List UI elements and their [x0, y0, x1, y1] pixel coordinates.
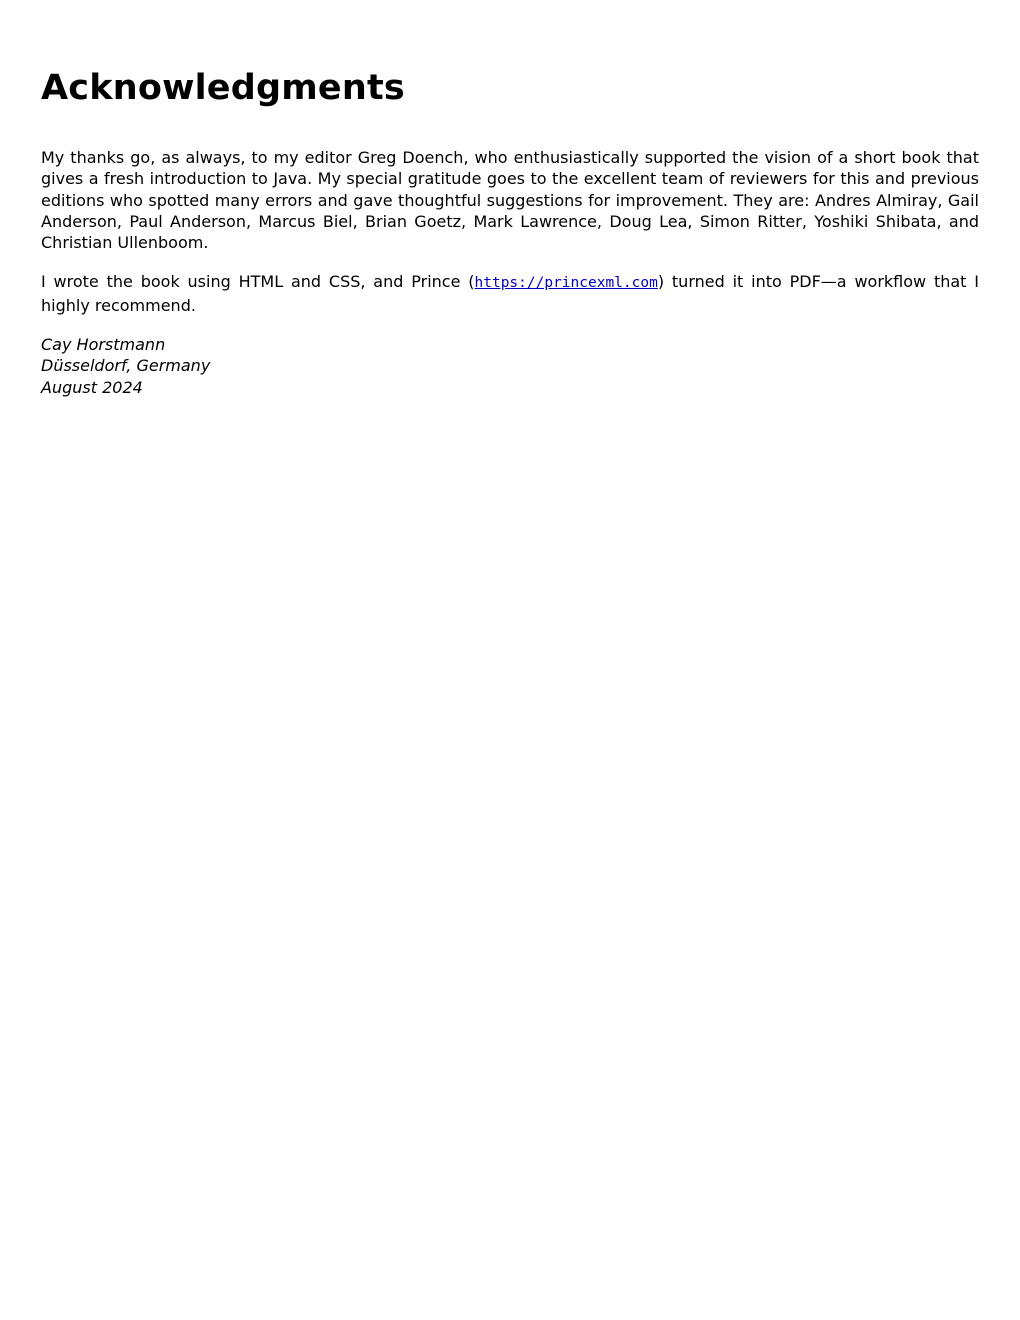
signature-date: August 2024 [41, 377, 143, 397]
author-name: Cay Horstmann [41, 335, 166, 355]
document-page [41, 0, 979, 398]
workflow-text-after: ) turned it into PDF—a workflow that I highly recommend. [41, 272, 980, 315]
page-title: Acknowledgments [41, 68, 405, 108]
acknowledgments-paragraph: My thanks go, as always, to my editor Greg Doench, who enthusiastically supported the vision of a short book that gives a fresh introduction to Java. My special gratitude goes to the excellent team of reviewers for this and previous editions who spotted many errors and gave thoughtful suggestions for improvement. They are: Andres Almiray, Gail Anderson, Paul Anderson, Marcus Biel, Brian Goetz, Mark Lawrence, Doug Lea, Simon Ritter, Yoshiki Shibata, and Christian Ullenboom. [41, 148, 979, 253]
workflow-text-before: I wrote the book using HTML and CSS, and Prince ( [41, 272, 475, 292]
author-location: Düsseldorf, Germany [41, 356, 211, 376]
princexml-link[interactable]: https://princexml.com [474, 275, 658, 292]
workflow-paragraph [41, 271, 979, 316]
signature-block [41, 334, 979, 398]
